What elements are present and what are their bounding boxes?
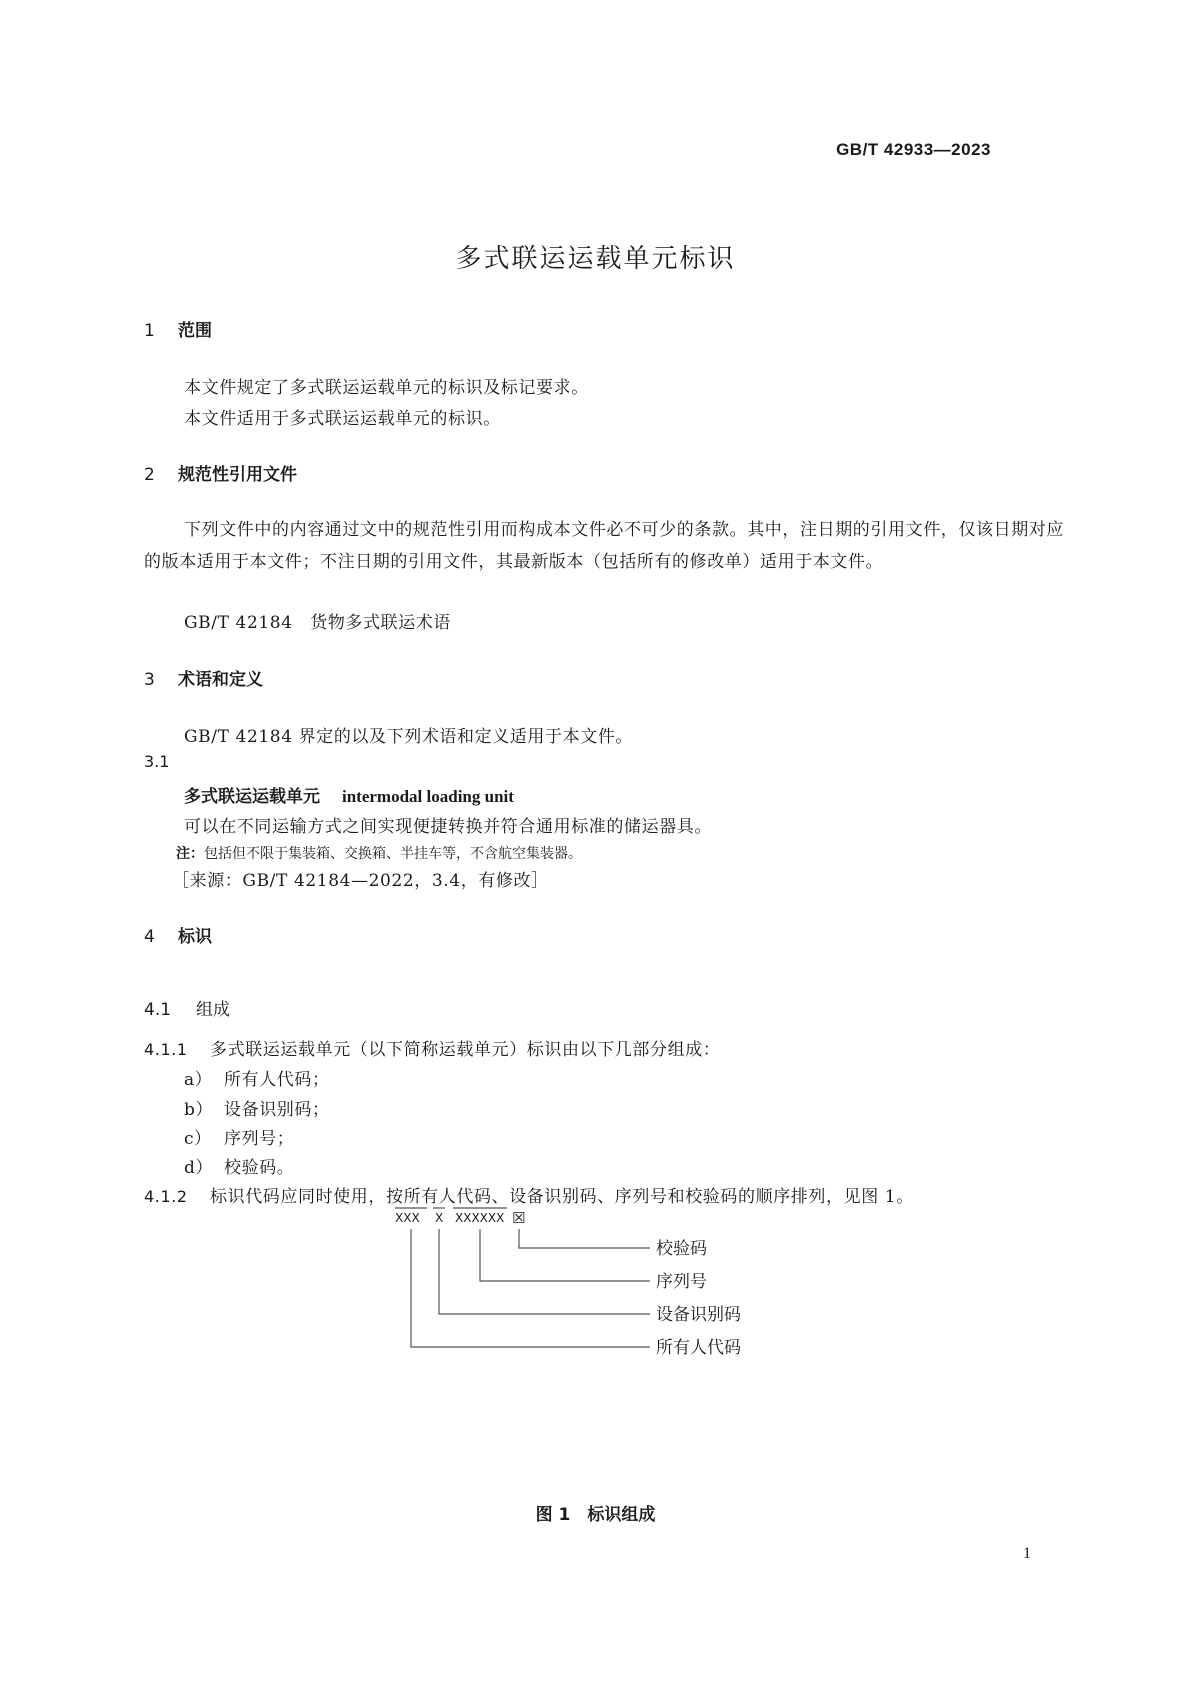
- serial-number-placeholder: XXXXXX: [455, 1211, 505, 1225]
- section-title: 标识: [178, 927, 212, 947]
- clause-number: 4.1.1: [144, 1040, 188, 1059]
- subsection-number: 4.1: [144, 1000, 172, 1020]
- section-3-heading: [144, 665, 263, 690]
- list-text: 所有人代码；: [224, 1070, 330, 1090]
- check-digit-box-icon: ☒: [512, 1209, 526, 1227]
- list-item: [184, 1153, 294, 1178]
- equipment-code-leader: [439, 1229, 650, 1314]
- section-title: 范围: [178, 321, 212, 341]
- figure-caption: 图 1 标识组成: [535, 1505, 656, 1525]
- normative-reference: GB/T 42184 货物多式联运术语: [184, 613, 452, 633]
- list-text: 校验码。: [224, 1158, 295, 1178]
- clause-number: 4.1.2: [144, 1187, 188, 1206]
- note-label: 注：: [176, 846, 204, 862]
- paragraph: GB/T 42184 界定的以及下列术语和定义适用于本文件。: [184, 727, 634, 747]
- subsection-title: 组成: [196, 1000, 230, 1020]
- note: [176, 843, 582, 863]
- list-text: 序列号；: [224, 1129, 295, 1149]
- section-title: 术语和定义: [178, 670, 263, 690]
- leader-lines: [395, 1208, 650, 1347]
- term-chinese: 多式联运运载单元: [184, 787, 320, 807]
- term-source: ［来源：GB/T 42184—2022，3.4，有修改］: [172, 871, 549, 891]
- list-letter: b）: [184, 1100, 214, 1120]
- section-4-heading: [144, 922, 212, 947]
- owner-code-placeholder: XXX: [395, 1211, 420, 1225]
- list-item: [184, 1124, 294, 1149]
- list-text: 设备识别码；: [224, 1100, 330, 1120]
- equipment-code-placeholder: X: [435, 1211, 444, 1225]
- label-equipment-code: 设备识别码: [656, 1305, 741, 1325]
- list-letter: d）: [184, 1158, 214, 1178]
- identification-diagram: [395, 1205, 815, 1475]
- label-owner-code: 所有人代码: [656, 1338, 741, 1358]
- section-number: 2: [144, 465, 155, 485]
- section-number: 1: [144, 321, 155, 341]
- term-english: intermodal loading unit: [342, 787, 514, 806]
- term-definition: 可以在不同运输方式之间实现便捷转换并符合通用标准的储运器具。: [184, 817, 712, 837]
- paragraph: 下列文件中的内容通过文中的规范性引用而构成本文件必不可少的条款。其中，注日期的引用文件，仅该日期对应的版本适用于本文件；不注日期的引用文件，其最新版本（包括所有的修改单）适用于本文件。: [144, 520, 1064, 572]
- document-title: 多式联运运载单元标识: [455, 244, 736, 274]
- section-title: 规范性引用文件: [178, 465, 297, 485]
- label-serial-number: 序列号: [656, 1272, 707, 1292]
- page-number: 1: [1023, 1545, 1031, 1562]
- standard-code: GB/T 42933—2023: [836, 140, 991, 159]
- serial-number-leader: [480, 1229, 650, 1281]
- section-1-heading: [144, 316, 212, 341]
- list-letter: c）: [184, 1129, 212, 1149]
- note-text: 包括但不限于集装箱、交换箱、半挂车等，不含航空集装器。: [204, 846, 582, 862]
- paragraph: 本文件适用于多式联运运载单元的标识。: [184, 409, 501, 429]
- clause-text: 多式联运运载单元（以下简称运载单元）标识由以下几部分组成：: [210, 1040, 721, 1060]
- section-number: 3: [144, 670, 155, 690]
- clause-4-1-1: [144, 1035, 720, 1060]
- term-entry: [184, 782, 514, 807]
- section-number: 4: [144, 927, 155, 947]
- list-item: [184, 1065, 330, 1090]
- clause-text: 标识代码应同时使用，按所有人代码、设备识别码、序列号和校验码的顺序排列，见图 1。: [210, 1187, 914, 1207]
- check-digit-leader: [519, 1229, 650, 1248]
- section-2-heading: [144, 460, 297, 485]
- subsection-4-1-heading: [144, 995, 230, 1020]
- paragraph: 本文件规定了多式联运运载单元的标识及标记要求。: [184, 378, 589, 398]
- owner-code-leader: [411, 1229, 650, 1347]
- list-letter: a）: [184, 1070, 213, 1090]
- clause-4-1-2: [144, 1182, 914, 1207]
- term-number: 3.1: [144, 752, 170, 771]
- label-check-digit: 校验码: [656, 1239, 707, 1259]
- list-item: [184, 1095, 330, 1120]
